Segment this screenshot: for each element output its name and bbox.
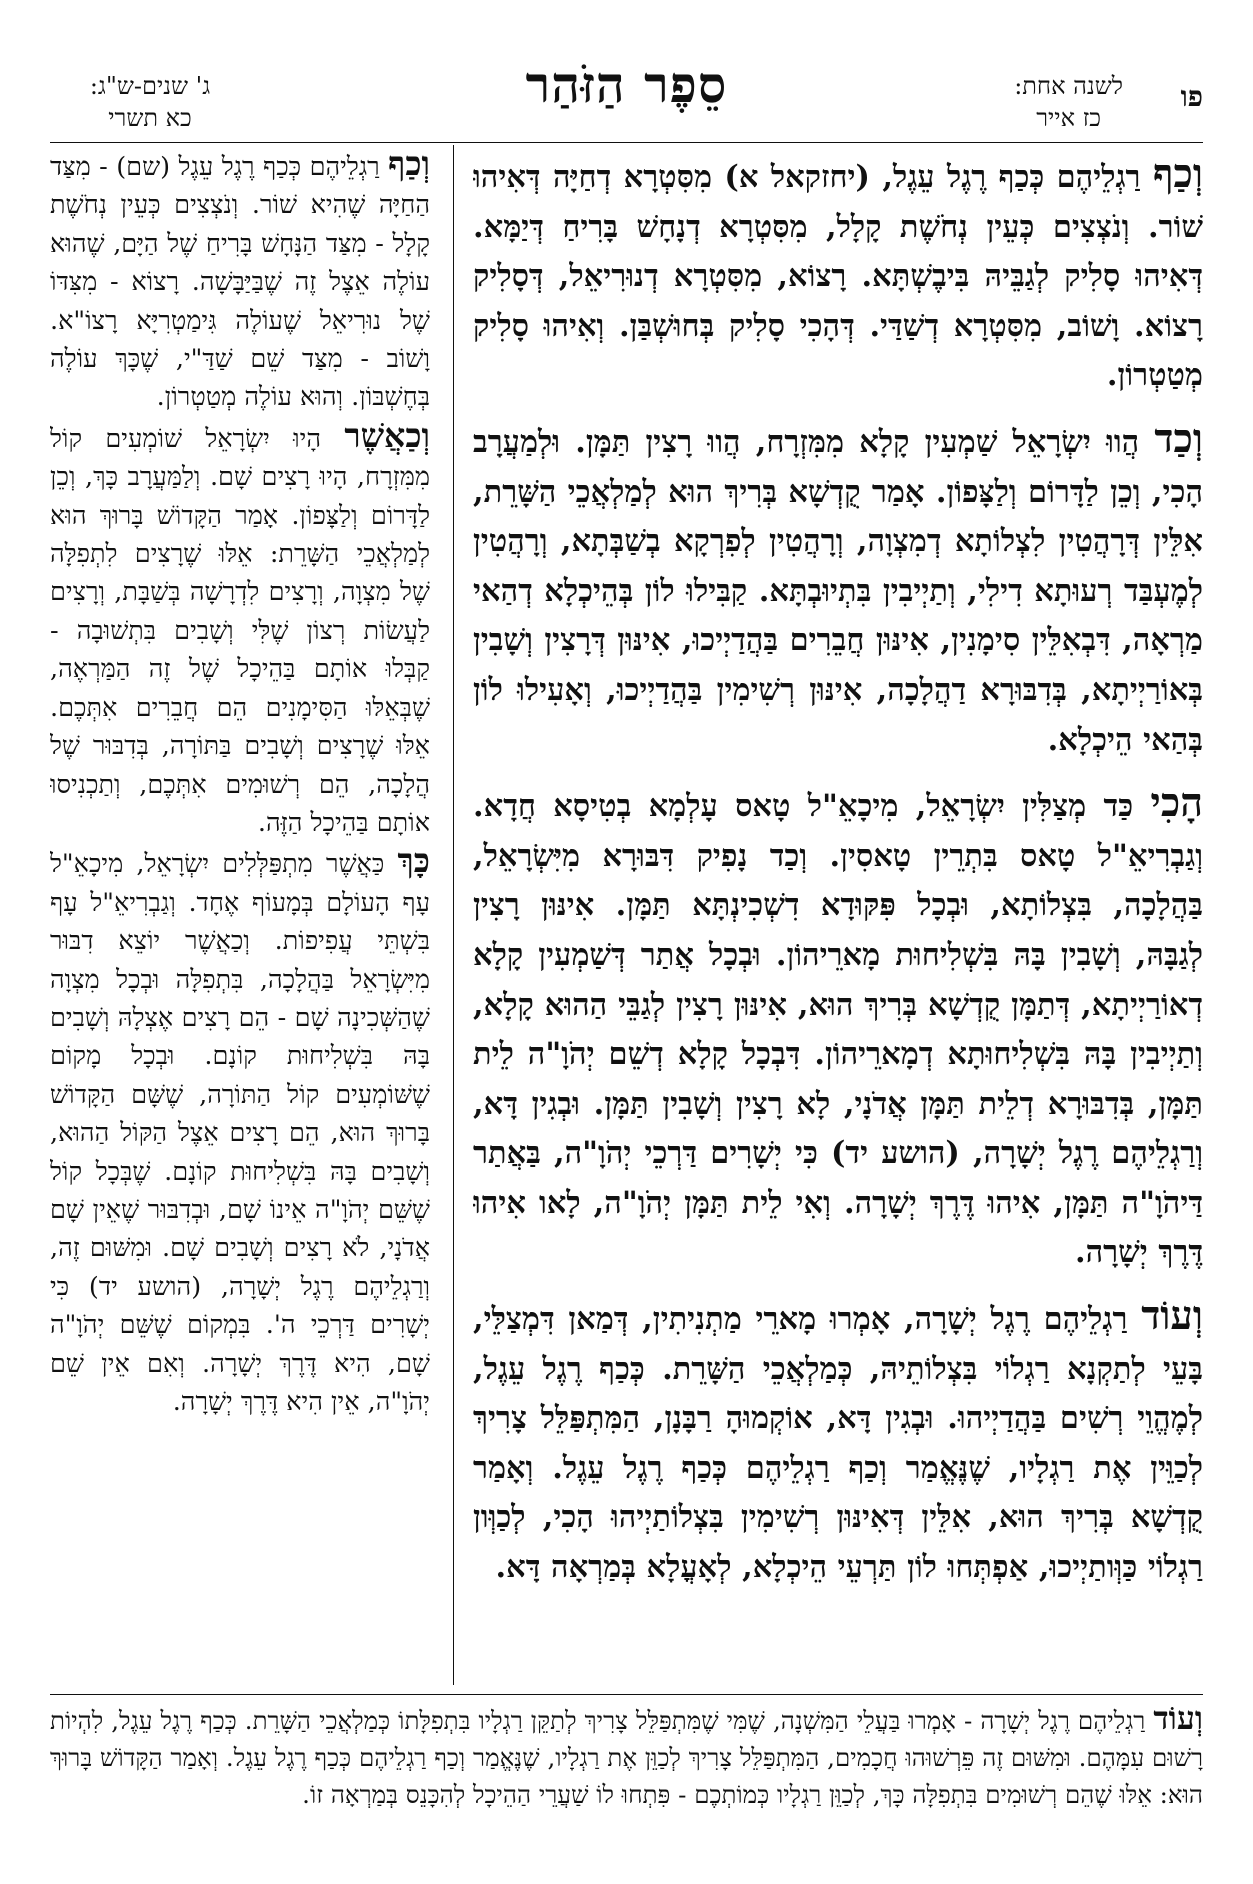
paragraph-text: הָיוּ יִשְׂרָאֵל שׁוֹמְעִים קוֹל מִמִּזְרָח, הָיוּ רָצִים שָׁם. וְלַמַּעֲרָב כָּךְ, וְכֵן לַדָּרוֹם וְלַצָּפוֹן. אָמַר הַקָּדוֹשׁ בָּרוּךְ הוּא לְמַלְאֲכֵי הַשָּׁרֵת: אֵלּוּ שֶׁרָצִים לִתְפִלָּה שֶׁל מִצְוָה, וְרָצִים לִדְרָשָׁה בְּשַׁבָּת, וְרָצִים לַעֲשׂוֹת רְצוֹן שֶׁלִּי וְשָׁבִים בִּתְשׁוּבָה - קַבְּלוּ אוֹתָם בַּהֵיכָל שֶׁל זֶה הַמַּרְאֶה, שֶׁבְּאֵלּוּ הַסִּימָנִים הֵם חֲבֵרִים אִתְּכֶם. אֵלּוּ שֶׁרָצִים וְשָׁבִים בַּתּוֹרָה, בְּדִבּוּר שֶׁל הֲלָכָה, הֵם רְשׁוּמִים אִתְּכֶם, וְתַכְנִיסוּ אוֹתָם בַּהֵיכָל הַזֶּה. bbox=[50, 423, 430, 838]
side-paragraph bbox=[50, 145, 430, 417]
main-paragraph bbox=[473, 415, 1203, 765]
page-header bbox=[0, 50, 1253, 140]
header-rule bbox=[50, 142, 1203, 143]
schedule-one-year-label: לשנה אחת: bbox=[1014, 72, 1123, 100]
paragraph-lead-word: וְכַד bbox=[1154, 415, 1203, 462]
aramaic-main-column bbox=[473, 150, 1203, 1690]
page-number: פו bbox=[1180, 80, 1203, 113]
paragraph-text: רַגְלֵיהֶם רֶגֶל יְשָׁרָה - אָמְרוּ בַּעֲלֵי הַמִּשְׁנָה, שֶׁמִּי שֶׁמִּתְפַּלֵּל צָרִיךְ לְתַקֵּן רַגְלָיו בִּתְפִלָּתוֹ כְּמַלְאֲכֵי הַשָּׁרֵת. כְּכַף רֶגֶל עֵגֶל, לִהְיוֹת רָשׁוּם עִמָּהֶם. וּמִשּׁוּם זֶה פֵּרְשׁוּהוּ חֲכָמִים, הַמִּתְפַּלֵּל צָרִיךְ לְכַוֵּן אֶת רַגְלָיו, שֶׁנֶּאֱמַר וְכַף רַגְלֵיהֶם כְּכַף רֶגֶל עֵגֶל. וְאָמַר הַקָּדוֹשׁ בָּרוּךְ הוּא: אֵלּוּ שֶׁהֵם רְשׁוּמִים בִּתְפִלָּה כָּךְ, לְכַוֵּן רַגְלָיו כְּמוֹתְכֶם - פִּתְחוּ לוֹ שַׁעֲרֵי הַהֵיכָל לְהִכָּנֵס בְּמַרְאָה זוֹ. bbox=[50, 1706, 1203, 1809]
schedule-three-years-date: כא תשרי bbox=[108, 104, 192, 132]
paragraph-lead-word: וְעוֹד bbox=[1153, 1700, 1203, 1737]
bottom-translation-block bbox=[50, 1700, 1203, 1860]
paragraph-lead-word: הָכִי bbox=[1150, 780, 1203, 827]
book-title: סֵפֶר הַזֹּהַר bbox=[525, 55, 728, 114]
bottom-rule bbox=[50, 1694, 1203, 1695]
schedule-one-year-date: כז אייר bbox=[1036, 104, 1102, 132]
paragraph-text: רַגְלֵיהֶם רֶגֶל יְשָׁרָה, אָמְרוּ מָארֵי מַתְנִיתִין, דְּמַאן דִּמְצַלֵּי, בָּעֵי לְתַקְנָא רַגְלוֹי בִּצְלוֹתֵיהּ, כְּמַלְאֲכֵי הַשָּׁרֵת. כְּכַף רֶגֶל עֵגֶל, לְמֶהֱוֵי רְשִׁים בַּהֲדַיְיהוּ. וּבְגִין דָּא, אוֹקְמוּהָ רַבָּנָן, הַמִּתְפַּלֵּל צָרִיךְ לְכַוֵּין אֶת רַגְלָיו, שֶׁנֶּאֱמַר וְכַף רַגְלֵיהֶם כְּכַף רֶגֶל עֵגֶל. וְאָמַר קֻדְשָׁא בְּרִיךְ הוּא, אִלֵּין דְּאִינּוּן רְשִׁימִין בִּצְלוֹתַיְיהוּ הָכִי, לְכַוְּון רַגְלוֹי כַּוְּותַיְיכוּ, אַפְתְּחוּ לוֹן תַּרְעֵי הֵיכְלָא, לְאָעֳלָא בְּמַרְאָה דָּא. bbox=[473, 1301, 1203, 1586]
hebrew-translation-column bbox=[50, 145, 430, 1690]
paragraph-text: הֲווּ יִשְׂרָאֵל שַׁמְעִין קָלָא מִמִּזְרָח, הֲווּ רָצִין תַּמָּן. וּלְמַעֲרָב הָכִי, וְכֵן לַדָּרוֹם וְלַצָּפוֹן. אָמַר קֻדְשָׁא בְּרִיךְ הוּא לְמַלְאֲכֵי הַשָּׁרֵת, אִלֵּין דְּרָהֲטִין לִצְלוֹתָא דְמִצְוָה, וְרָהֲטִין לְפִרְקָא בְשַׁבְּתָא, וְרָהֲטִין לְמֶעְבַּד רְעוּתָא דִילִי, וְתַיְיבִין בִּתְיוּבְתָּא. קַבִּילוּ לוֹן בְּהֵיכְלָא דְהַאי מַרְאָה, דִּבְאִלֵּין סִימָנִין, אִינּוּן חֲבֵרִים בַּהֲדַיְיכוּ, אִינּוּן דְּרָצִין וְשָׁבִין בְּאוֹרַיְיתָא, בְּדִבּוּרָא דַהֲלָכָה, אִינּוּן רְשִׁימִין בַּהֲדַיְיכוּ, וְאָעִילוּ לוֹן בְּהַאי הֵיכְלָא. bbox=[473, 423, 1203, 758]
column-divider bbox=[453, 145, 454, 1685]
side-paragraph bbox=[50, 417, 430, 842]
schedule-three-years bbox=[50, 70, 250, 134]
bottom-paragraph bbox=[50, 1700, 1203, 1813]
paragraph-text: רַגְלֵיהֶם כְּכַף רֶגֶל עֵגֶל, (יחזקאל א) מִסִּטְרָא דְחַיָּה דְּאִיהוּ שׁוֹר. וְנֹצְצִים כְּעֵין נְחֹשֶׁת קָלָל, מִסִּטְרָא דְנָחָשׁ בָּרִיחַ דְּיַמָּא. דְּאִיהוּ סָלִיק לְגַבֵּיהּ בִּיבֶשְׁתָּא. רָצוֹא, מִסִּטְרָא דְנוּרִיאֵל, דְּסָלִיק רָצוֹא. וָשׁוֹב, מִסִּטְרָא דְשַׁדַּי. דְּהָכִי סָלִיק בְּחוּשְׁבַּן. וְאִיהוּ סָלִיק מְטַטְרוֹן. bbox=[473, 159, 1203, 394]
paragraph-text: רַגְלֵיהֶם כְּכַף רֶגֶל עֵגֶל (שם) - מִצַּד הַחַיָּה שֶׁהִיא שׁוֹר. וְנֹצְצִים כְּעֵין נְחֹשֶׁת קָלָל - מִצַּד הַנָּחָשׁ בָּרִיחַ שֶׁל הַיָּם, שֶׁהוּא עוֹלֶה אֵצֶל זֶה שֶׁבַּיַּבָּשָׁה. רָצוֹא - מִצִּדּוֹ שֶׁל נוּרִיאֵל שֶׁעוֹלֶה גִּימַטְרִיָּא רָצוֹ"א. וָשׁוֹב - מִצַּד שֵׁם שַׁדַּ"י, שֶׁכָּךְ עוֹלֶה בְּחֶשְׁבּוֹן. וְהוּא עוֹלֶה מְטַטְרוֹן. bbox=[50, 152, 430, 413]
paragraph-lead-word: וְכַף bbox=[1152, 151, 1203, 197]
paragraph-text: כַּד מְצַלִּין יִשְׂרָאֵל, מִיכָאֵ"ל טָאס עָלְמָא בְטִיסָא חֲדָא. וְגַבְרִיאֵ"ל טָאס בִּתְרֵין טָאסִין. וְכַד נָפִיק דִּבּוּרָא מִיִּשְׂרָאֵל, בַּהֲלָכָה, בִּצְלוֹתָא, וּבְכָל פִּקּוּדָא דִשְׁכִינְתָּא תַּמָּן. אִינּוּן רָצִין לְגַבָּהּ, וְשָׁבִין בָּהּ בִּשְׁלִיחוּת מָארֵיהוֹן. וּבְכָל אֲתַר דְּשַׁמְעִין קָלָא דְאוֹרַיְיתָא, דְּתַמָּן קֻדְשָׁא בְּרִיךְ הוּא, אִינּוּן רָצִין לְגַבֵּי הַהוּא קָלָא, וְתַיְיבִין בָּהּ בִּשְׁלִיחוּתָא דְמָארֵיהוֹן. דִּבְכָל קָלָא דְשֵׁם יְהֹוָ"ה לֵית תַּמָּן, בְּדִבּוּרָא דְלֵית תַּמָּן אֲדֹנָי, לָא רָצִין וְשָׁבִין תַּמָּן. וּבְגִין דָּא, וְרַגְלֵיהֶם רֶגֶל יְשָׁרָה, (הושע יד) כִּי יְשָׁרִים דַּרְכֵי יְהֹוָ"ה, בַּאֲתַר דַּיהֹוָ"ה תַּמָּן, אִיהוּ דֶּרֶךְ יְשָׁרָה. וְאִי לֵית תַּמָּן יְהֹוָ"ה, לָאו אִיהוּ דֶּרֶךְ יְשָׁרָה. bbox=[473, 788, 1203, 1271]
paragraph-lead-word: כָּךְ bbox=[397, 841, 430, 881]
paragraph-lead-word: וְכַף bbox=[388, 145, 430, 183]
paragraph-lead-word: וְעוֹד bbox=[1141, 1293, 1203, 1340]
main-paragraph bbox=[473, 779, 1203, 1278]
main-paragraph bbox=[473, 1292, 1203, 1593]
paragraph-text: כַּאֲשֶׁר מִתְפַּלְּלִים יִשְׂרָאֵל, מִיכָאֵ"ל עָף הָעוֹלָם בְּמָעוֹף אֶחָד. וְגַבְרִיאֵ"ל עָף בִּשְׁתֵּי עֲפִיפוֹת. וְכַאֲשֶׁר יוֹצֵא דִבּוּר מִיִּשְׂרָאֵל בַּהֲלָכָה, בִּתְפִלָּה וּבְכָל מִצְוָה שֶׁהַשְּׁכִינָה שָׁם - הֵם רָצִים אֶצְלָהּ וְשָׁבִים בָּהּ בִּשְׁלִיחוּת קוֹנָם. וּבְכָל מָקוֹם שֶׁשּׁוֹמְעִים קוֹל הַתּוֹרָה, שֶׁשָּׁם הַקָּדוֹשׁ בָּרוּךְ הוּא, הֵם רָצִים אֵצֶל הַקּוֹל הַהוּא, וְשָׁבִים בָּהּ בִּשְׁלִיחוּת קוֹנָם. שֶׁבְּכָל קוֹל שֶׁשֵּׁם יְהֹוָ"ה אֵינוֹ שָׁם, וּבְדִבּוּר שֶׁאֵין שָׁם אֲדֹנָי, לֹא רָצִים וְשָׁבִים שָׁם. וּמִשּׁוּם זֶה, וְרַגְלֵיהֶם רֶגֶל יְשָׁרָה, (הושע יד) כִּי יְשָׁרִים דַּרְכֵי ה'. בִּמְקוֹם שֶׁשֵּׁם יְהֹוָ"ה שָׁם, הִיא דֶּרֶךְ יְשָׁרָה. וְאִם אֵין שֵׁם יְהֹוָ"ה, אֵין הִיא דֶּרֶךְ יְשָׁרָה. bbox=[50, 849, 430, 1417]
paragraph-lead-word: וְכַאֲשֶׁר bbox=[344, 415, 430, 455]
main-paragraph bbox=[473, 150, 1203, 401]
side-paragraph bbox=[50, 842, 430, 1421]
schedule-three-years-label: ג' שנים-ש"ג: bbox=[89, 72, 211, 100]
